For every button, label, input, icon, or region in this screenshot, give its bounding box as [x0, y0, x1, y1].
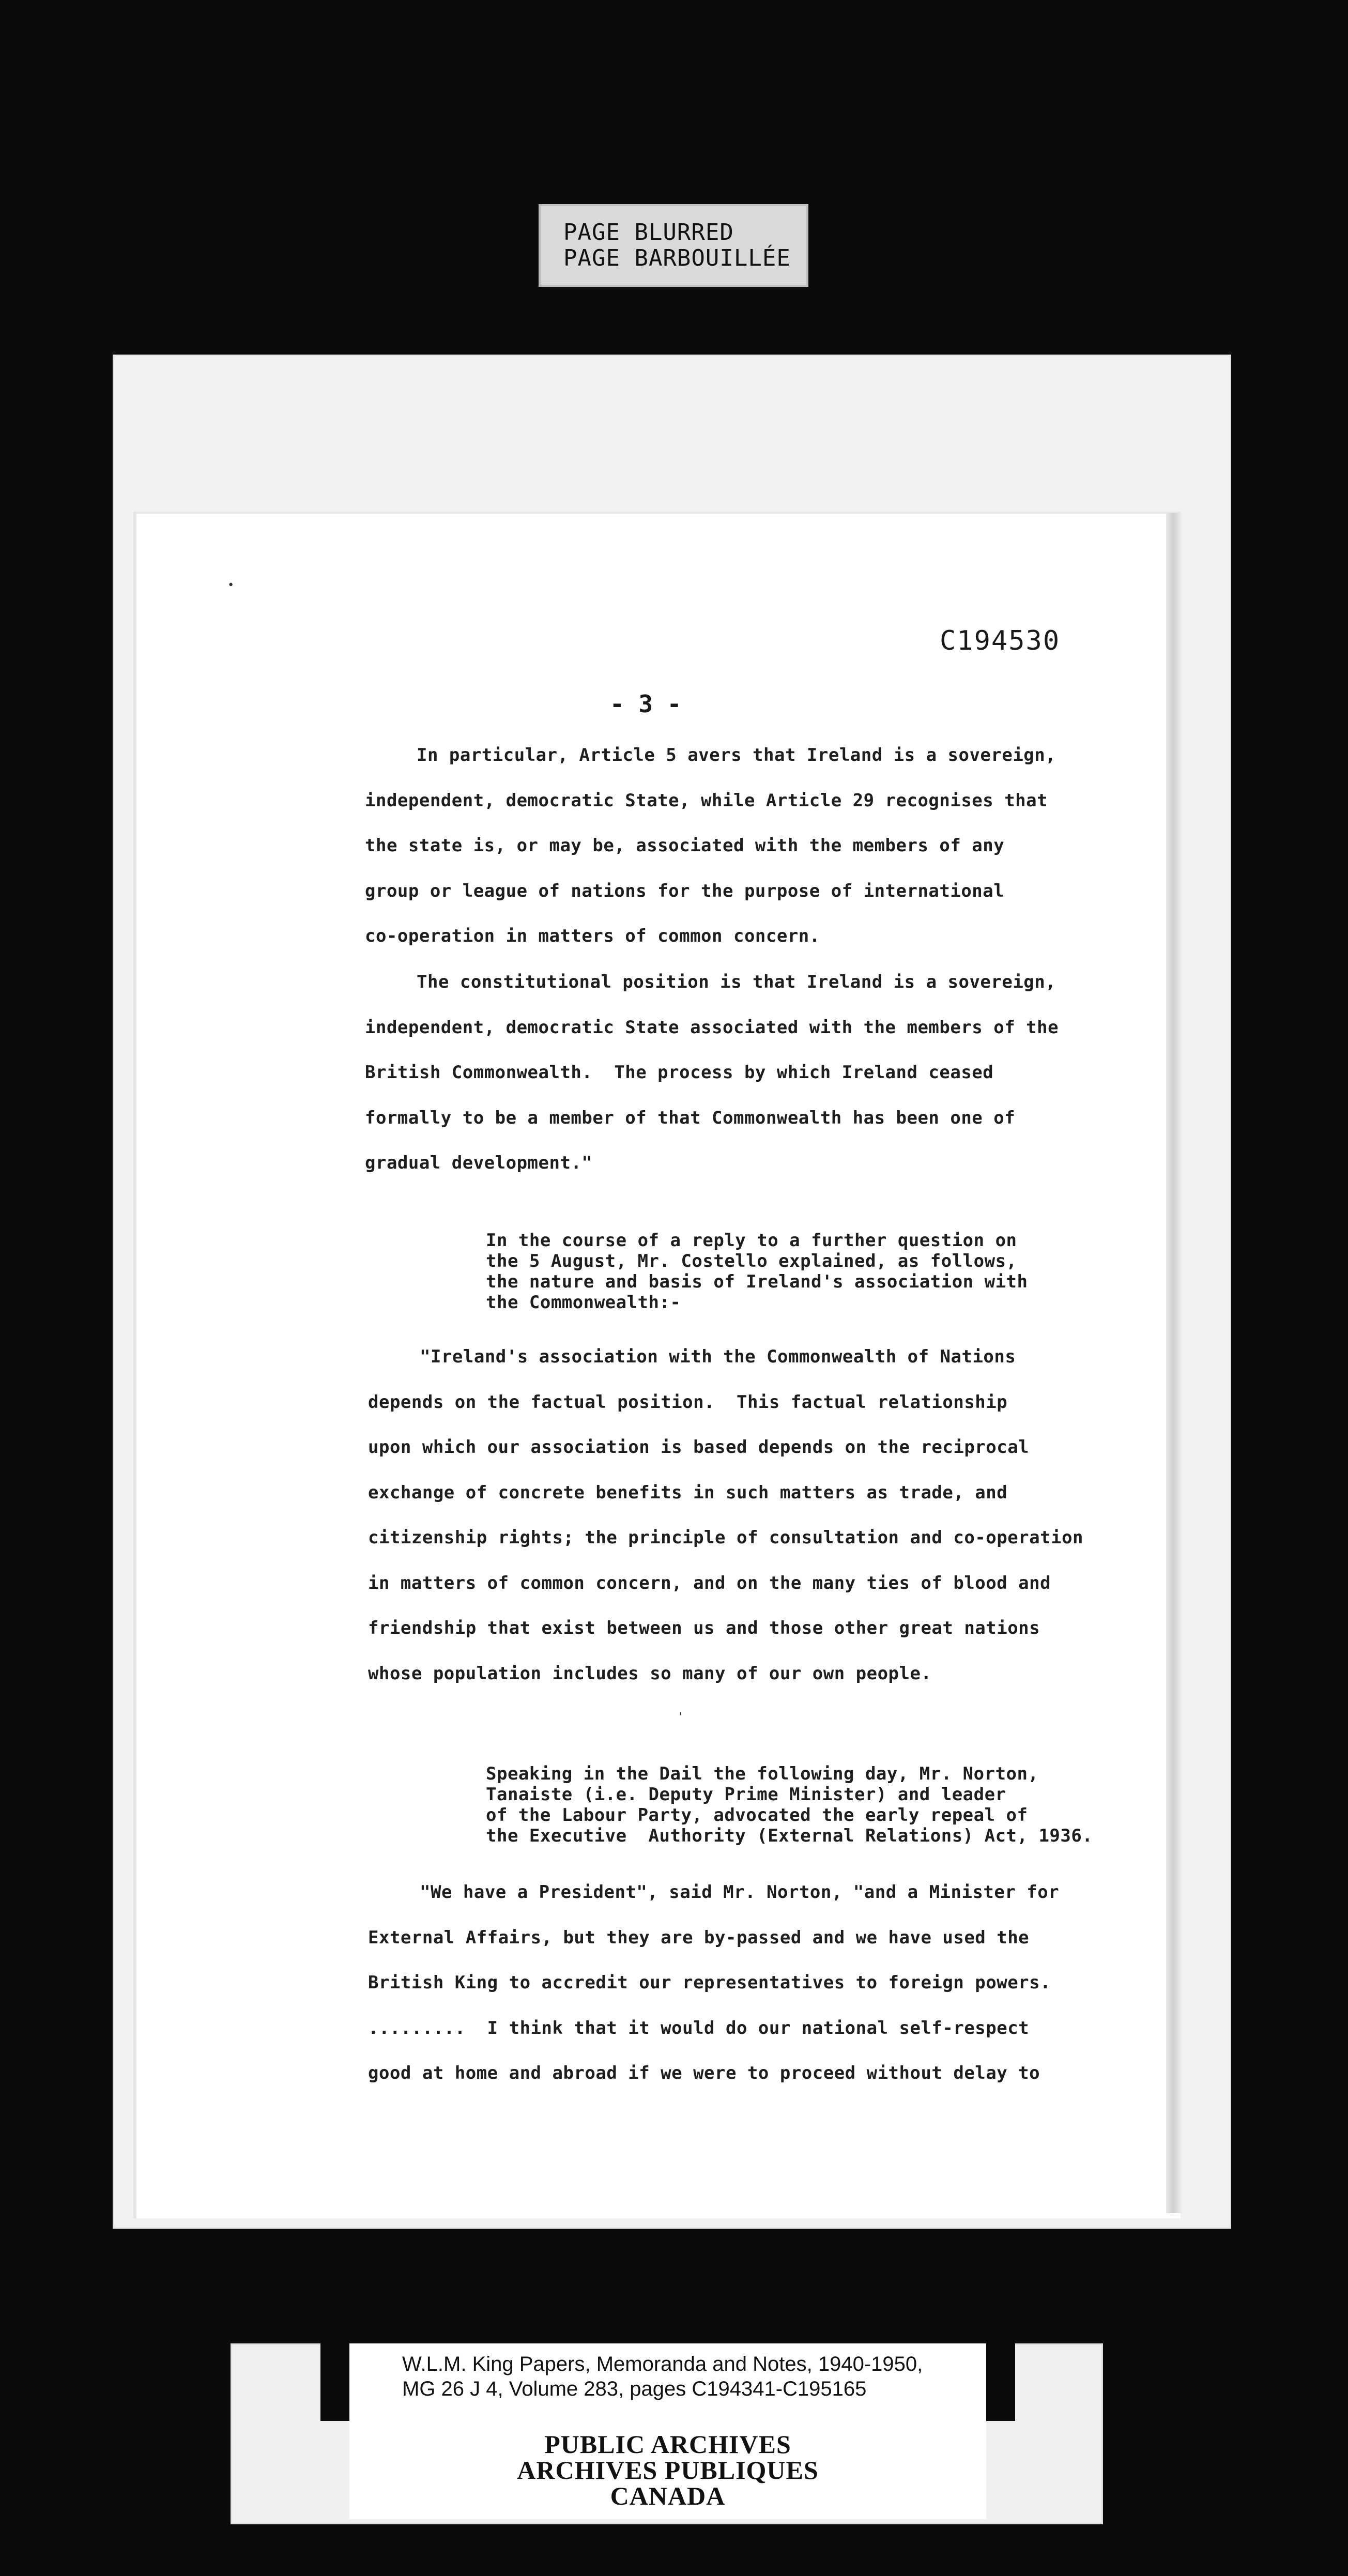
text-line: group or league of nations for the purpose of international — [365, 880, 1005, 901]
document-number: C194530 — [940, 625, 1061, 656]
text-line: "We have a President", said Mr. Norton, "and a Minister for — [420, 1882, 1060, 1903]
text-line: independent, democratic State associated with the members of the — [365, 1017, 1059, 1038]
text-line: ......... I think that it would do our national self-respect — [368, 2017, 1030, 2038]
paragraph-constitutional-position — [365, 960, 1059, 1186]
text-line: the nature and basis of Ireland's association with — [486, 1271, 1028, 1292]
indented-note-costello — [486, 1230, 1028, 1313]
text-line: Tanaiste (i.e. Deputy Prime Minister) and leader — [486, 1784, 1006, 1805]
speck-mark: ' — [677, 1711, 684, 1724]
archive-name-french: ARCHIVES PUBLIQUES — [517, 2456, 819, 2485]
text-line: the Executive Authority (External Relations) Act, 1936. — [486, 1826, 1093, 1846]
archive-country: CANADA — [610, 2481, 726, 2510]
text-line: exchange of concrete benefits in such matters as trade, and — [368, 1482, 1008, 1503]
text-line: gradual development." — [365, 1153, 593, 1173]
text-line: British Commonwealth. The process by which Ireland ceased — [365, 1062, 994, 1083]
indented-note-norton — [486, 1764, 1093, 1846]
text-line: External Affairs, but they are by-passed and we have used the — [368, 1927, 1030, 1948]
text-line: the 5 August, Mr. Costello explained, as follows, — [486, 1251, 1017, 1271]
text-line: In particular, Article 5 avers that Ireland is a sovereign, — [417, 745, 1056, 765]
caption-notch-right — [986, 2343, 1015, 2421]
caption-source-line-2: MG 26 J 4, Volume 283, pages C194341-C195165 — [402, 2378, 867, 2400]
text-line: in matters of common concern, and on the many ties of blood and — [368, 1572, 1051, 1593]
caption-notch-left — [320, 2343, 349, 2421]
text-line: The constitutional position is that Ireland is a sovereign, — [417, 972, 1056, 992]
text-line: upon which our association is based depends on the reciprocal — [368, 1437, 1030, 1458]
text-line: independent, democratic State, while Article 29 recognises that — [365, 790, 1048, 811]
text-line: friendship that exist between us and those other great nations — [368, 1618, 1040, 1638]
text-line: whose population includes so many of our own people. — [368, 1663, 932, 1684]
blur-label-line-1: PAGE BLURRED — [563, 219, 734, 246]
speck-mark: • — [227, 579, 235, 592]
page-number: - 3 - — [610, 690, 682, 718]
page-edge-shadow — [1166, 513, 1184, 2213]
text-line: good at home and abroad if we were to proceed without delay to — [368, 2063, 1040, 2083]
page-blurred-label — [539, 204, 808, 287]
text-line: citizenship rights; the principle of consultation and co-operation — [368, 1527, 1084, 1548]
text-line: In the course of a reply to a further question on — [486, 1230, 1017, 1251]
text-line: "Ireland's association with the Commonwealth of Nations — [420, 1346, 1016, 1367]
text-line: Speaking in the Dail the following day, Mr. Norton, — [486, 1764, 1039, 1784]
blur-label-line-2: PAGE BARBOUILLÉE — [563, 245, 791, 271]
text-line: co-operation in matters of common concern. — [365, 926, 820, 946]
text-line: depends on the factual position. This factual relationship — [368, 1391, 1008, 1413]
text-line: the Commonwealth:- — [486, 1292, 681, 1313]
paragraph-norton-quote — [368, 1870, 1059, 2096]
text-line: formally to be a member of that Commonwealth has been one of — [365, 1107, 1016, 1128]
paragraph-article-5 — [365, 733, 1056, 959]
archive-name-english: PUBLIC ARCHIVES — [544, 2430, 791, 2459]
text-line: the state is, or may be, associated with the members of any — [365, 835, 1005, 856]
text-line: of the Labour Party, advocated the early repeal of — [486, 1805, 1028, 1826]
paragraph-association-quote — [368, 1335, 1083, 1696]
caption-source-line-1: W.L.M. King Papers, Memoranda and Notes, 1940-1950, — [402, 2353, 923, 2375]
text-line: British King to accredit our representatives to foreign powers. — [368, 1972, 1051, 1993]
